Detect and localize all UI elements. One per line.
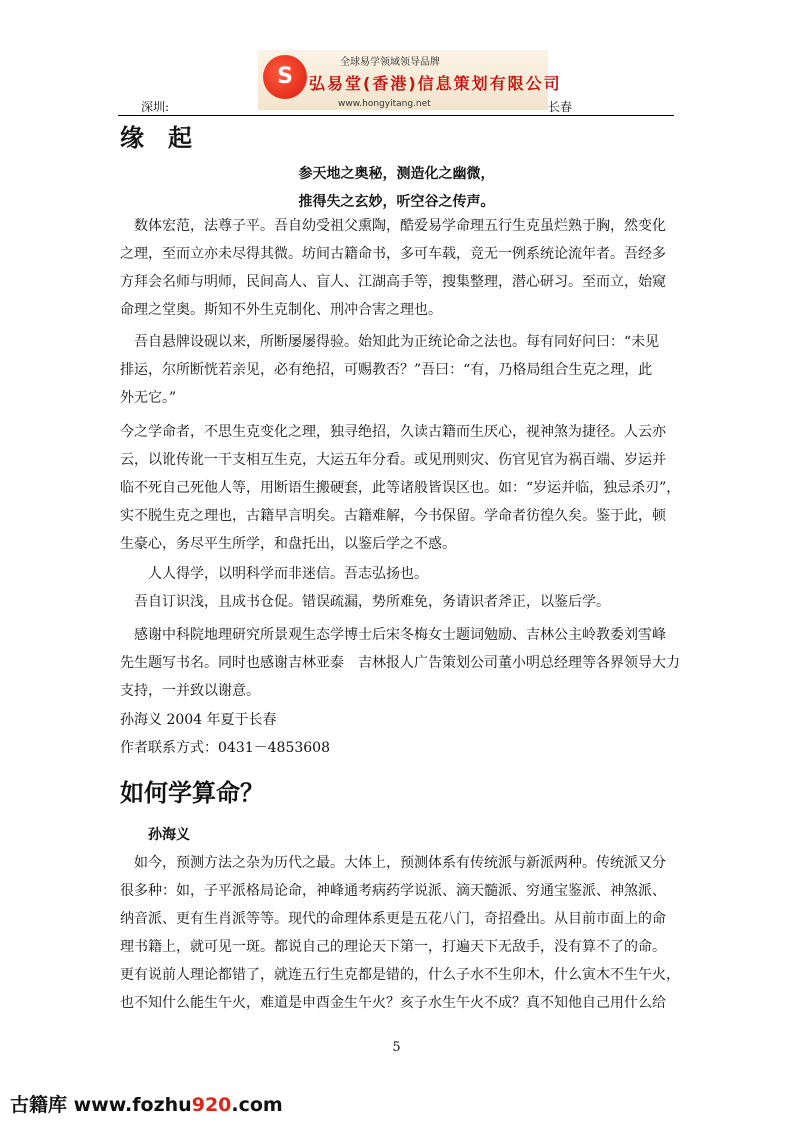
header-divider [118,115,674,116]
text-line: 外无它。” [120,390,177,406]
text-line: 很多种：如，子平派格局论命，神峰通考病药学说派、滴天髓派、穷通宝鉴派、神煞派、 [120,883,666,899]
contact-line: 作者联系方式：0431－4853608 [120,740,330,756]
subtitle-line-2: 推得失之玄妙，听空谷之传声。 [298,194,495,210]
text-line: 纳音派、更有生肖派等等。现代的命理体系更是五花八门，奇招叠出。从目前市面上的命 [120,911,666,927]
banner-tagline: 全球易学领域领导品牌 [340,57,440,68]
paragraph-1 [120,212,680,324]
text-line: 临不死自己死他人等，用断语生搬硬套，此等诸般皆误区也。如：“岁运并临，独忌杀刃”， [120,480,681,496]
text-line: 命理之堂奥。斯知不外生克制化、刑冲合害之理也。 [120,302,442,318]
text-line: 先生题写书名。同时也感谢吉林亚泰 吉林报人广告策划公司董小明总经理等各界领导大力 [120,655,680,671]
location-left: 深圳: [141,100,170,114]
text-line: 数体宏范，法尊子平。吾自幼受祖父熏陶，酷爱易学命理五行生克虽烂熟于胸，然变化 [120,218,666,234]
signature-block [120,706,680,762]
paragraph-5 [120,849,680,1017]
watermark-suffix: .com [231,1094,283,1116]
text-line: 云，以讹传讹一干支相互生克，大运五年分看。或见刑则灾、伤官见官为祸百端、岁运并 [120,452,666,468]
text-line: 支持，一并致以谢意。 [120,683,260,699]
section-title-origin: 缘 起 [120,124,192,152]
watermark-number: 920 [191,1094,232,1116]
page-header [0,0,793,116]
text-line: 如今，预测方法之杂为历代之最。大体上，预测体系有传统派与新派两种。传统派又分 [120,855,666,871]
company-url: www.hongyitang.net [338,99,431,109]
paragraph-3 [120,418,680,558]
text-line: 方拜会名师与明师，民间高人、盲人、江湖高手等，搜集整理，潜心研习。至而立，始窥 [120,274,666,290]
site-watermark [10,1090,283,1117]
acknowledgements [120,621,680,705]
text-line: 生豪心，务尽平生所学，和盘托出，以鉴后学之不惑。 [120,536,456,552]
watermark-prefix: 古籍库 www.fozhu [10,1094,192,1116]
company-name: 弘易堂(香港)信息策划有限公司 [309,74,562,93]
text-line: 实不脱生克之理也，古籍早言明矣。古籍难解，今书保留。学命者彷徨久矣。鉴于此，顿 [120,508,666,524]
text-line: 理书籍上，就可见一斑。都说自己的理论天下第一，打遍天下无敌手，没有算不了的命。 [120,939,666,955]
page-number: 5 [392,1040,401,1055]
text-line: 感谢中科院地理研究所景观生态学博士后宋冬梅女士题词勉励、吉林公主岭教委刘雪峰 [120,627,666,643]
text-line: 之理，至而立亦未尽得其微。坊间古籍命书，多可车载，竞无一例系统论流年者。吾经多 [120,246,666,262]
text-line: 排运，尔所断恍若亲见，必有绝招，可赐教否？”吾曰：“有，乃格局组合生克之理，此 [120,362,653,378]
text-line: 人人得学，以明科学而非迷信。吾志弘扬也。 [120,566,428,582]
paragraph-2 [120,328,680,412]
author-name: 孙海义 [148,827,190,843]
company-logo-icon: S [263,55,307,99]
section-title-how-to: 如何学算命？ [120,779,264,807]
subtitle-line-1: 参天地之奥秘，测造化之幽微， [298,166,495,182]
text-line: 也不知什么能生午火，难道是申酉金生午火？亥子水生午火不成？真不知他自己用什么给 [120,995,666,1011]
paragraph-4 [120,560,680,616]
text-line: 吾自订识浅，且成书仓促。错误疏漏，势所难免，务请识者斧正，以鉴后学。 [120,594,610,610]
signature-line: 孙海义 2004 年夏于长春 [120,712,277,728]
text-line: 吾自悬牌设砚以来，所断屡屡得验。始知此为正统论命之法也。每有同好问曰：“未见 [120,334,660,350]
text-line: 更有说前人理论都错了，就连五行生克都是错的，什么子水不生卯木，什么寅木不生午火， [120,967,680,983]
text-line: 今之学命者，不思生克变化之理，独寻绝招，久读古籍而生厌心，视神煞为捷径。人云亦 [120,424,666,440]
location-right: 长春 [548,100,573,114]
